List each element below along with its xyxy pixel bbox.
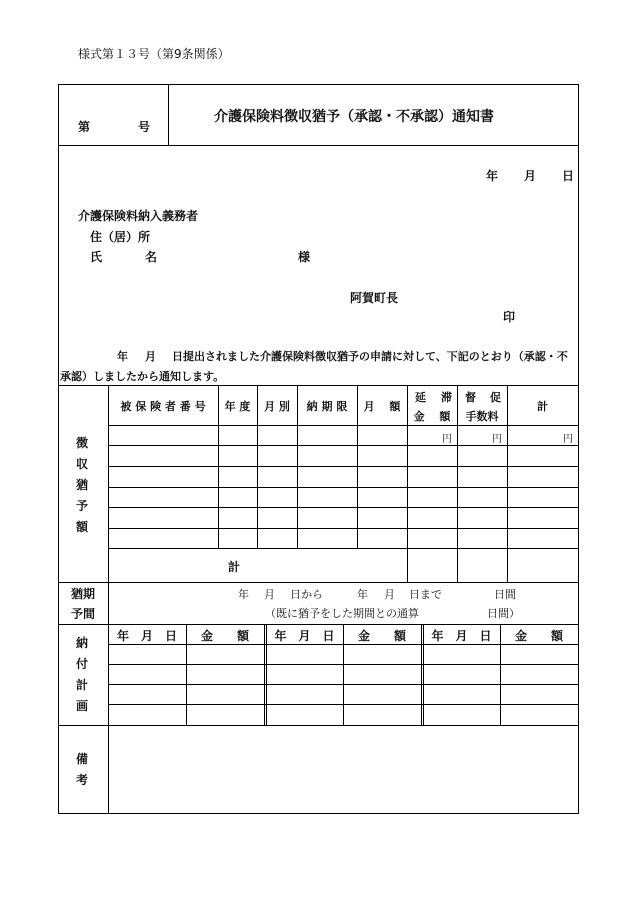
notice-year: 年 xyxy=(117,350,128,363)
date-year: 年 xyxy=(486,169,499,183)
plan-date-header-3: 年 月 日 xyxy=(431,629,492,643)
name-label-2: 名 xyxy=(145,250,158,264)
plan-amount-header-2: 金 額 xyxy=(357,629,406,643)
date-month: 月 xyxy=(524,169,537,183)
period-end-year: 年 xyxy=(357,588,368,601)
notice-line2: 承認）しましたから通知します。 xyxy=(60,370,225,383)
header-dai: 第 xyxy=(78,120,91,134)
remarks-side-label: 備 考 xyxy=(75,752,88,787)
document-title: 介護保険料徴収猶予（承認・不承認）通知書 xyxy=(214,109,494,125)
yen-total: 円 xyxy=(563,434,573,445)
period-end-month: 月 xyxy=(384,588,395,601)
col-reminder-bottom: 手数料 xyxy=(465,410,499,423)
col-due-date: 納 期 限 xyxy=(306,400,348,413)
header-go: 号 xyxy=(138,120,151,134)
col-amount: 月 額 xyxy=(363,400,401,413)
plan-date-header-1: 年 月 日 xyxy=(116,629,177,643)
period-label-1: 猶期 xyxy=(71,587,96,601)
period-days: 日間 xyxy=(494,588,516,601)
name-label-1: 氏 xyxy=(90,250,103,264)
date-day: 日 xyxy=(562,169,575,183)
amount-total-label: 計 xyxy=(228,560,241,574)
col-month-period: 月 別 xyxy=(264,400,290,413)
notice-month: 月 xyxy=(145,350,156,363)
period-from: 日から xyxy=(290,588,323,601)
payment-plan-side-label: 納 付 計 画 xyxy=(75,636,88,713)
period-cumulative-days: 日間） xyxy=(487,607,520,620)
plan-date-header-2: 年 月 日 xyxy=(274,629,335,643)
period-start-year: 年 xyxy=(238,588,249,601)
seal-mark: 印 xyxy=(503,310,516,324)
col-insured-number: 被 保 険 者 番 号 xyxy=(120,400,206,413)
recipient-label: 介護保険料納入義務者 xyxy=(78,209,199,223)
col-fiscal-year: 年 度 xyxy=(224,400,251,413)
issuer-title: 阿賀町長 xyxy=(350,291,399,305)
col-late-fee-top-1: 延 xyxy=(415,391,426,404)
yen-late-fee: 円 xyxy=(442,434,452,445)
address-label: 住（居）所 xyxy=(90,230,151,244)
period-start-month: 月 xyxy=(264,588,275,601)
amount-side-label: 徴 収 猶 予 額 xyxy=(75,436,88,534)
form-number: 様式第１３号（第9条関係） xyxy=(78,47,230,61)
col-late-fee-top-2: 滞 xyxy=(441,391,452,404)
yen-reminder: 円 xyxy=(492,434,502,445)
period-label-2: 予間 xyxy=(71,607,96,621)
plan-amount-header-1: 金 額 xyxy=(200,629,249,643)
honorific-sama: 様 xyxy=(298,250,311,264)
period-until: 日まで xyxy=(409,588,442,601)
notice-line1: 日提出されました介護保険料徴収猶予の申請に対して、下記のとおり（承認・不 xyxy=(172,350,568,363)
col-late-fee-bottom: 金 額 xyxy=(413,410,451,423)
col-reminder-top-2: 促 xyxy=(490,391,501,404)
plan-amount-header-3: 金 額 xyxy=(514,629,563,643)
col-total: 計 xyxy=(537,400,548,413)
col-reminder-top-1: 督 xyxy=(465,391,476,404)
period-cumulative-prefix: （既に猶予をした期間との通算 xyxy=(265,607,419,620)
